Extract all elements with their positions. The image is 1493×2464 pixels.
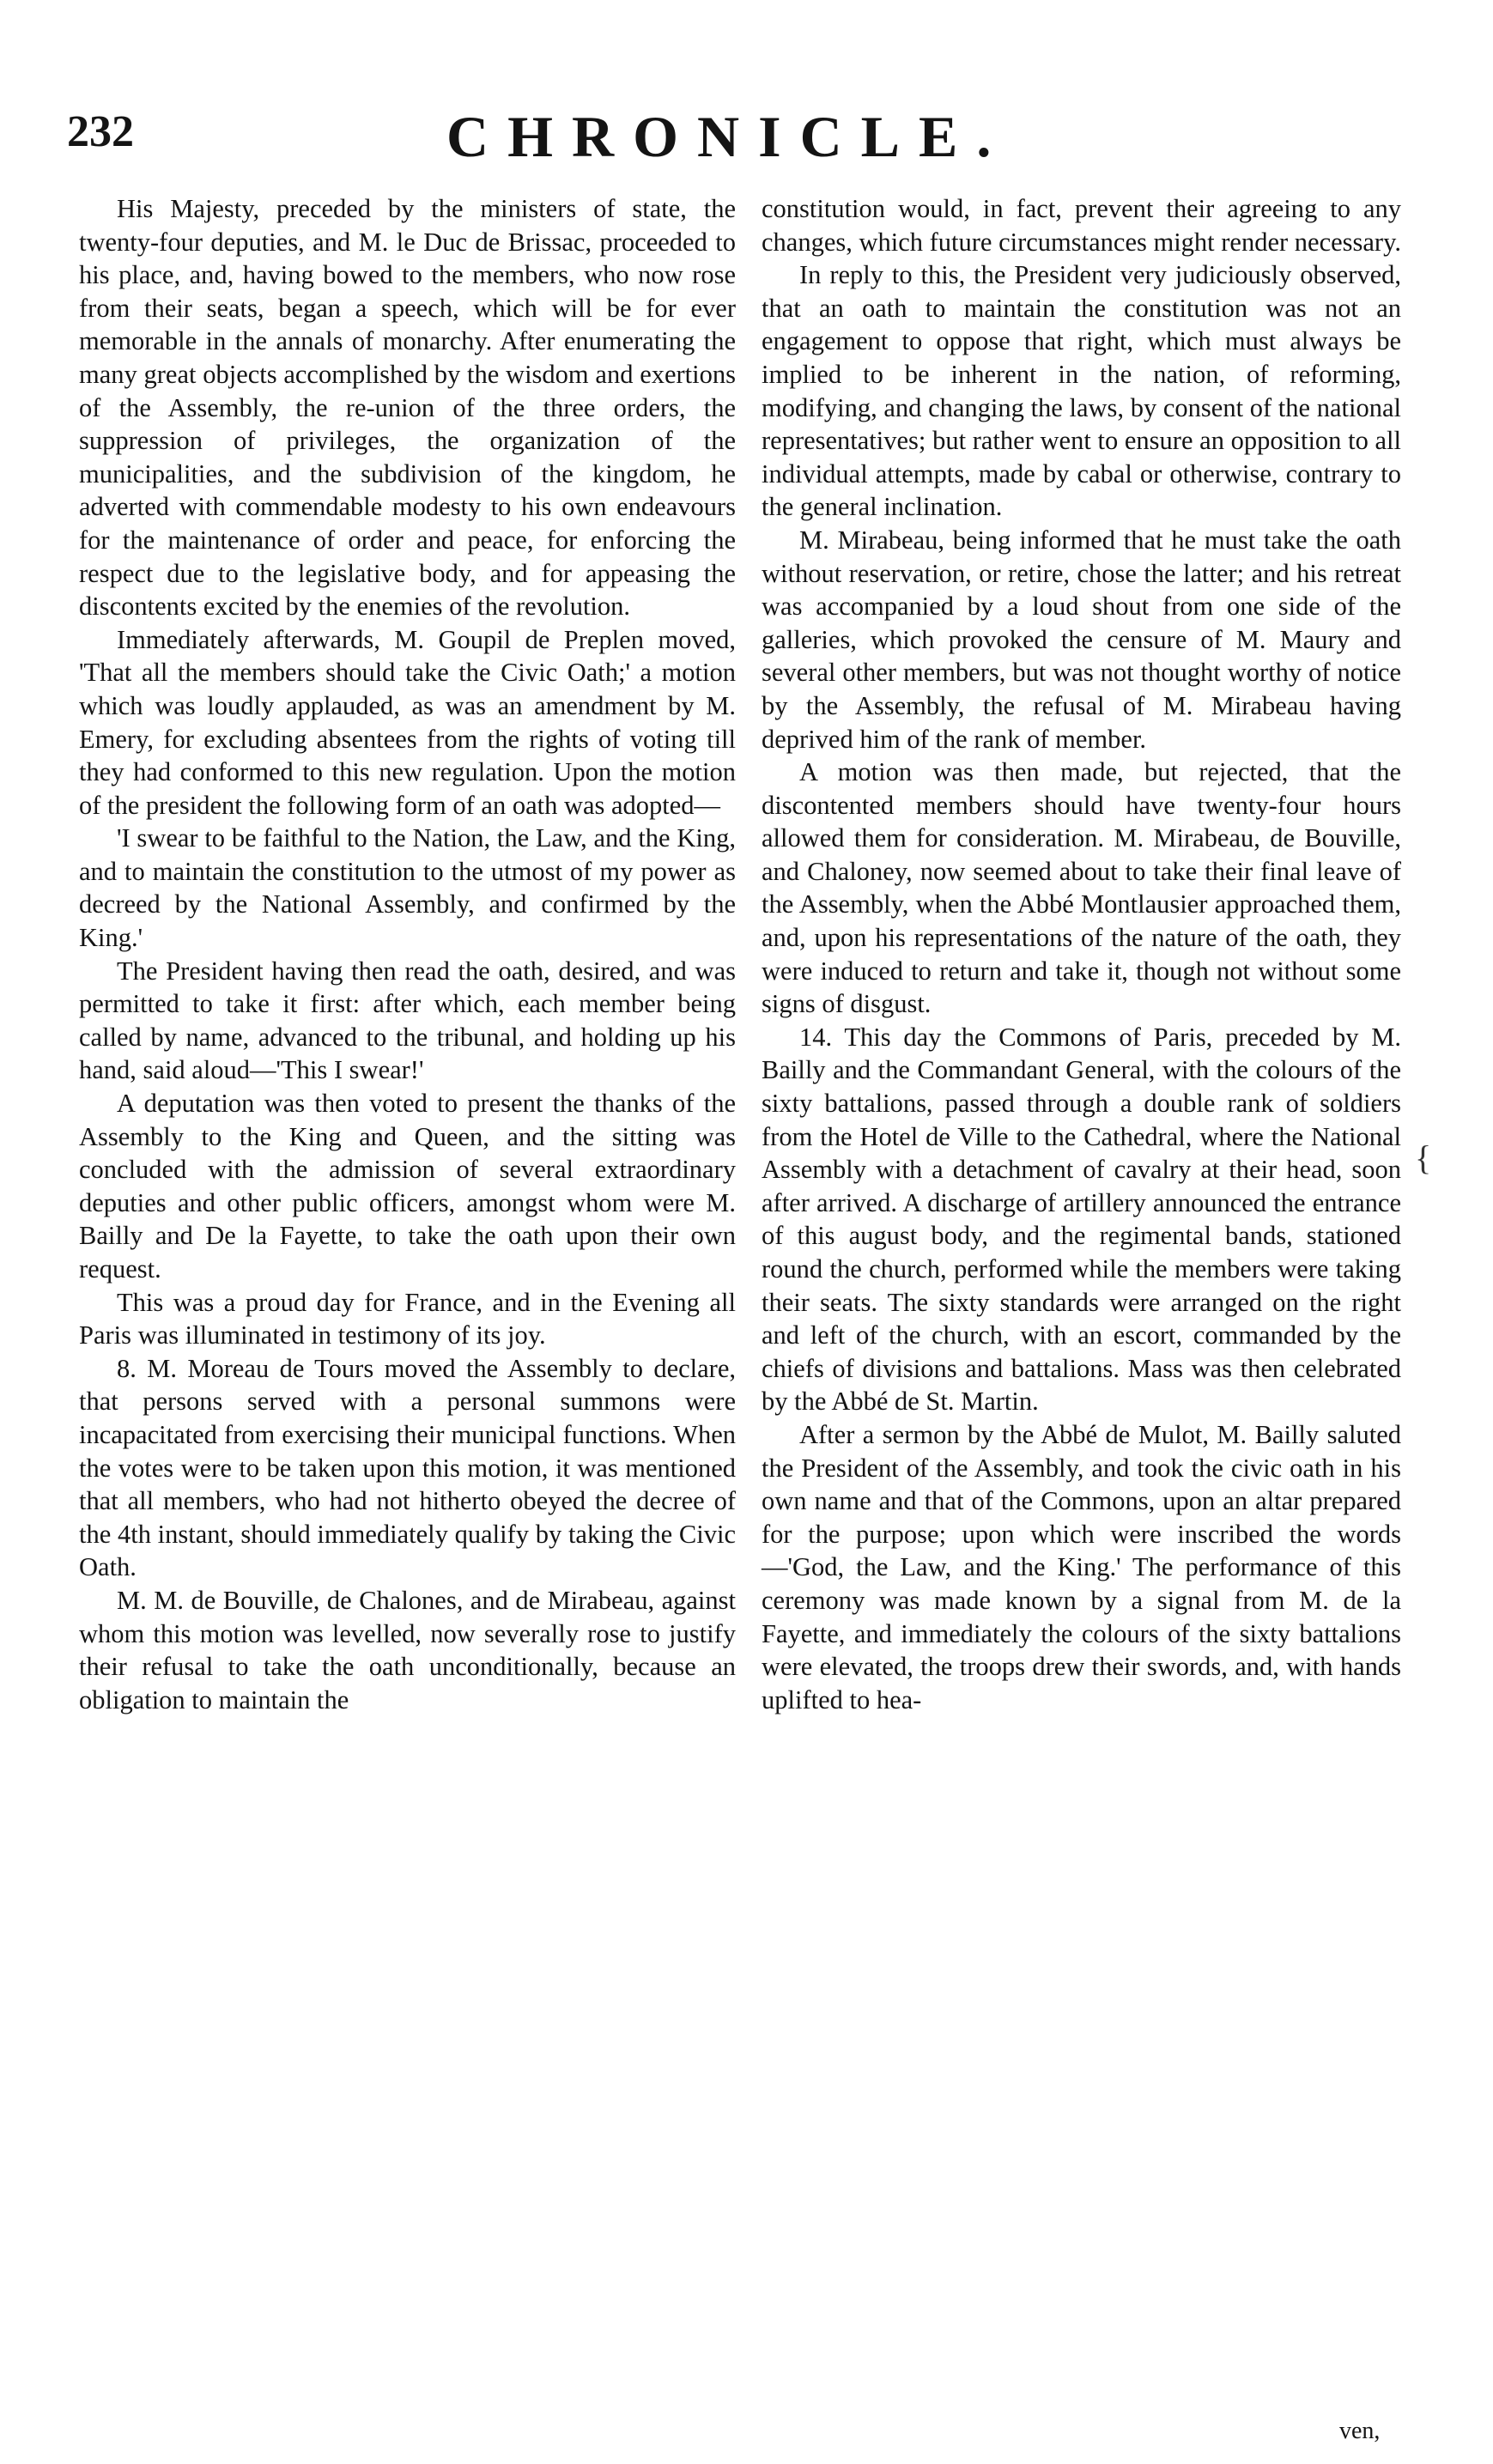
page-header [0, 86, 1493, 180]
paragraph: A deputation was then voted to present the thanks of the Assembly to the King and Queen, and the sitting was concluded with the admission of several extraordinary deputies and other public officers, amongst whom were M. Bailly and De la Fayette, to take the oath upon their own request. [79, 1089, 736, 1284]
paragraph: 8. M. Moreau de Tours moved the Assembly to declare, that persons served with a personal summons were incapacitated from exercising their municipal functions. When the votes were to be taken upon this motion, it was mentioned that all members, who had not hitherto obeyed the decree of the 4th instant, should immediately qualify by taking the Civic Oath. [79, 1353, 736, 1582]
right-column [762, 192, 1401, 1716]
page-number: 232 [67, 107, 134, 156]
paragraph: His Majesty, preceded by the ministers of state, the twenty-four deputies, and M. le Duc de Brissac, proceeded to his place, and, having bowed to the members, who now rose from their seats, began a speech, which will be for ever memorable in the annals of monarchy. After enumerating the many great objects accomplished by the wisdom and exertions of the Assembly, the re-union of the three orders, the suppression of privileges, the organization of the municipalities, and the subdivision of the kingdom, he adverted with commendable modesty to his own endeavours for the maintenance of order and peace, for enforcing the respect due to the legislative body, and for appeasing the discontents excited by the enemies of the revolution. [79, 194, 736, 622]
paragraph: A motion was then made, but rejected, that the discontented members should have twenty-four hours allowed them for consideration. M. Mirabeau, de Bouville, and Chaloney, now seemed about to take their final leave of the Assembly, when the Abbé Montlausier approached them, and, upon his representations of the nature of the oath, they were induced to return and take it, though not without some signs of disgust. [762, 757, 1401, 1019]
left-column [79, 192, 736, 1716]
paragraph: Immediately afterwards, M. Goupil de Preplen moved, 'That all the members should take the Civic Oath;' a motion which was loudly applauded, as was an amendment by M. Emery, for excluding absentees from the rights of voting till they had conformed to this new regulation. Upon the motion of the president the following form of an oath was adopted— [79, 624, 736, 820]
paragraph: M. Mirabeau, being informed that he must take the oath without reservation, or retire, chose the latter; and his retreat was accompanied by a loud shout from one side of the galleries, which provoked the censure of M. Maury and several other members, but was not thought worthy of notice by the Assembly, the refusal of M. Mirabeau having deprived him of the rank of member. [762, 525, 1401, 754]
paragraph: This was a proud day for France, and in the Evening all Paris was illuminated in testimony of its joy. [79, 1287, 736, 1350]
paragraph: M. M. de Bouville, de Chalones, and de Mirabeau, against whom this motion was levelled, now severally rose to justify their refusal to take the oath unconditionally, because an obligation to maintain the [79, 1585, 736, 1714]
paragraph: In reply to this, the President very judiciously observed, that an oath to maintain the constitution was not an engagement to oppose that right, which must always be implied to be inherent in the nation, of reforming, modifying, and changing the laws, by consent of the national representatives; but rather went to ensure an opposition to all individual attempts, made by cabal or otherwise, contrary to the general inclination. [762, 260, 1401, 522]
paragraph: The President having then read the oath, desired, and was permitted to take it first: after which, each member being called by name, advanced to the tribunal, and holding up his hand, said aloud—'This I swear!' [79, 956, 736, 1085]
page-title: CHRONICLE. [446, 104, 1011, 169]
catchword: ven, [1339, 2418, 1381, 2444]
paragraph: After a sermon by the Abbé de Mulot, M. Bailly saluted the President of the Assembly, and took the civic oath in his own name and that of the Commons, upon an altar prepared for the purpose; upon which were inscribed the words—'God, the Law, and the King.' The performance of this ceremony was made known by a signal from M. de la Fayette, and immediately the colours of the sixty battalions were elevated, the troops drew their swords, and, with hands uplifted to hea- [762, 1419, 1401, 1714]
margin-bracket-mark: { [1415, 1138, 1432, 1177]
oath-quote: 'I swear to be faithful to the Nation, the Law, and the King, and to maintain the constitution to the utmost of my power as decreed by the National Assembly, and confirmed by the King.' [79, 823, 736, 953]
paragraph: 14. This day the Commons of Paris, preceded by M. Bailly and the Commandant General, with the colours of the sixty battalions, passed through a double rank of soldiers from the Hotel de Ville to the Cathedral, where the National Assembly with a detachment of cavalry at their head, soon after arrived. A discharge of artillery announced the entrance of this august body, and the regimental bands, stationed round the church, performed while the members were taking their seats. The sixty standards were arranged on the right and left of the church, with an escort, commanded by the chiefs of divisions and battalions. Mass was then celebrated by the Abbé de St. Martin. [762, 1022, 1401, 1417]
paragraph-continued: constitution would, in fact, prevent their agreeing to any changes, which future circumstances might render necessary. [762, 194, 1401, 257]
